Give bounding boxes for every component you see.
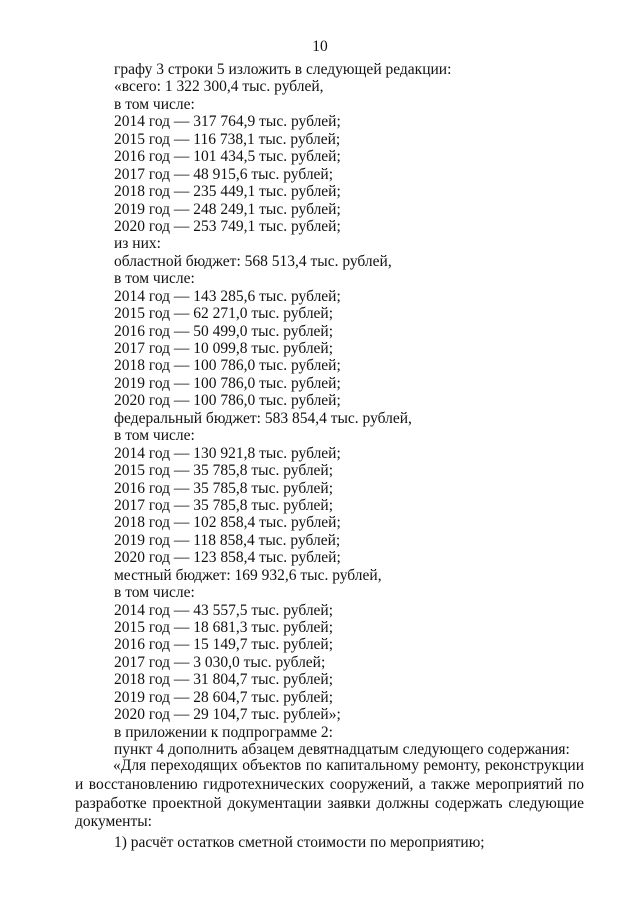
text-line: 2020 год — 29 104,7 тыс. рублей»; [114, 706, 341, 724]
text-line: 2019 год — 100 786,0 тыс. рублей; [114, 374, 341, 392]
text-line: «всего: 1 322 300,4 тыс. рублей, [114, 78, 324, 96]
text-line: 2016 год — 15 149,7 тыс. рублей; [114, 636, 334, 654]
quoted-paragraph [75, 757, 584, 832]
text-line: 2017 год — 3 030,0 тыс. рублей; [114, 653, 326, 671]
text-line: 2014 год — 43 557,5 тыс. рублей; [114, 601, 334, 619]
list-item-1: 1) расчёт остатков сметной стоимости по мероприятию; [114, 834, 485, 851]
text-line: 2015 год — 62 271,0 тыс. рублей; [114, 305, 334, 323]
text-line: из них: [114, 235, 161, 253]
text-line: местный бюджет: 169 932,6 тыс. рублей, [114, 566, 382, 584]
text-line: 2014 год — 317 764,9 тыс. рублей; [114, 113, 341, 131]
text-line: 2014 год — 130 921,8 тыс. рублей; [114, 444, 341, 462]
text-line: 2020 год — 253 749,1 тыс. рублей; [114, 217, 341, 235]
text-line: 2018 год — 235 449,1 тыс. рублей; [114, 183, 341, 201]
text-line: 2014 год — 143 285,6 тыс. рублей; [114, 287, 341, 305]
text-line: 2016 год — 101 434,5 тыс. рублей; [114, 148, 341, 166]
text-line: 2015 год — 18 681,3 тыс. рублей; [114, 619, 334, 636]
text-line: 2017 год — 48 915,6 тыс. рублей; [114, 165, 334, 183]
text-line: 2020 год — 123 858,4 тыс. рублей; [114, 549, 341, 567]
text-line: в том числе: [114, 584, 195, 602]
text-line: 2018 год — 102 858,4 тыс. рублей; [114, 514, 341, 532]
text-line: 2018 год — 100 786,0 тыс. рублей; [114, 357, 341, 375]
text-line: 2020 год — 100 786,0 тыс. рублей; [114, 392, 341, 410]
page-number: 10 [312, 38, 328, 55]
text-line: в приложении к подпрограмме 2: [114, 723, 333, 741]
text-line: 2017 год — 10 099,8 тыс. рублей; [114, 340, 334, 357]
text-line: в том числе: [114, 427, 195, 445]
text-line: областной бюджет: 568 513,4 тыс. рублей, [114, 252, 392, 270]
text-line: 2019 год — 28 604,7 тыс. рублей; [114, 688, 334, 706]
text-line: федеральный бюджет: 583 854,4 тыс. рублей, [114, 409, 412, 427]
text-line: в том числе: [114, 95, 195, 113]
text-line: 2015 год — 35 785,8 тыс. рублей; [114, 462, 334, 480]
paragraph-text: «Для переходящих объектов по капитальному ремонту, реконструкции и восстановлению гидротехнических сооружений, а также мероприятий по разработке проектной документации заявки должны содержать следующие документы: [75, 757, 584, 831]
text-line: 2016 год — 50 499,0 тыс. рублей; [114, 322, 334, 340]
text-line: 2019 год — 248 249,1 тыс. рублей; [114, 200, 341, 218]
text-line: пункт 4 дополнить абзацем девятнадцатым следующего содержания: [114, 741, 570, 759]
budget-lines [114, 61, 584, 759]
text-line: 2015 год — 116 738,1 тыс. рублей; [114, 130, 341, 148]
text-line: 2018 год — 31 804,7 тыс. рублей; [114, 671, 334, 689]
text-line: в том числе: [114, 270, 195, 288]
text-line: 2016 год — 35 785,8 тыс. рублей; [114, 479, 334, 497]
text-line: 2019 год — 118 858,4 тыс. рублей; [114, 531, 341, 549]
text-line: 2017 год — 35 785,8 тыс. рублей; [114, 496, 334, 514]
text-line: графу 3 строки 5 изложить в следующей редакции: [114, 61, 452, 78]
